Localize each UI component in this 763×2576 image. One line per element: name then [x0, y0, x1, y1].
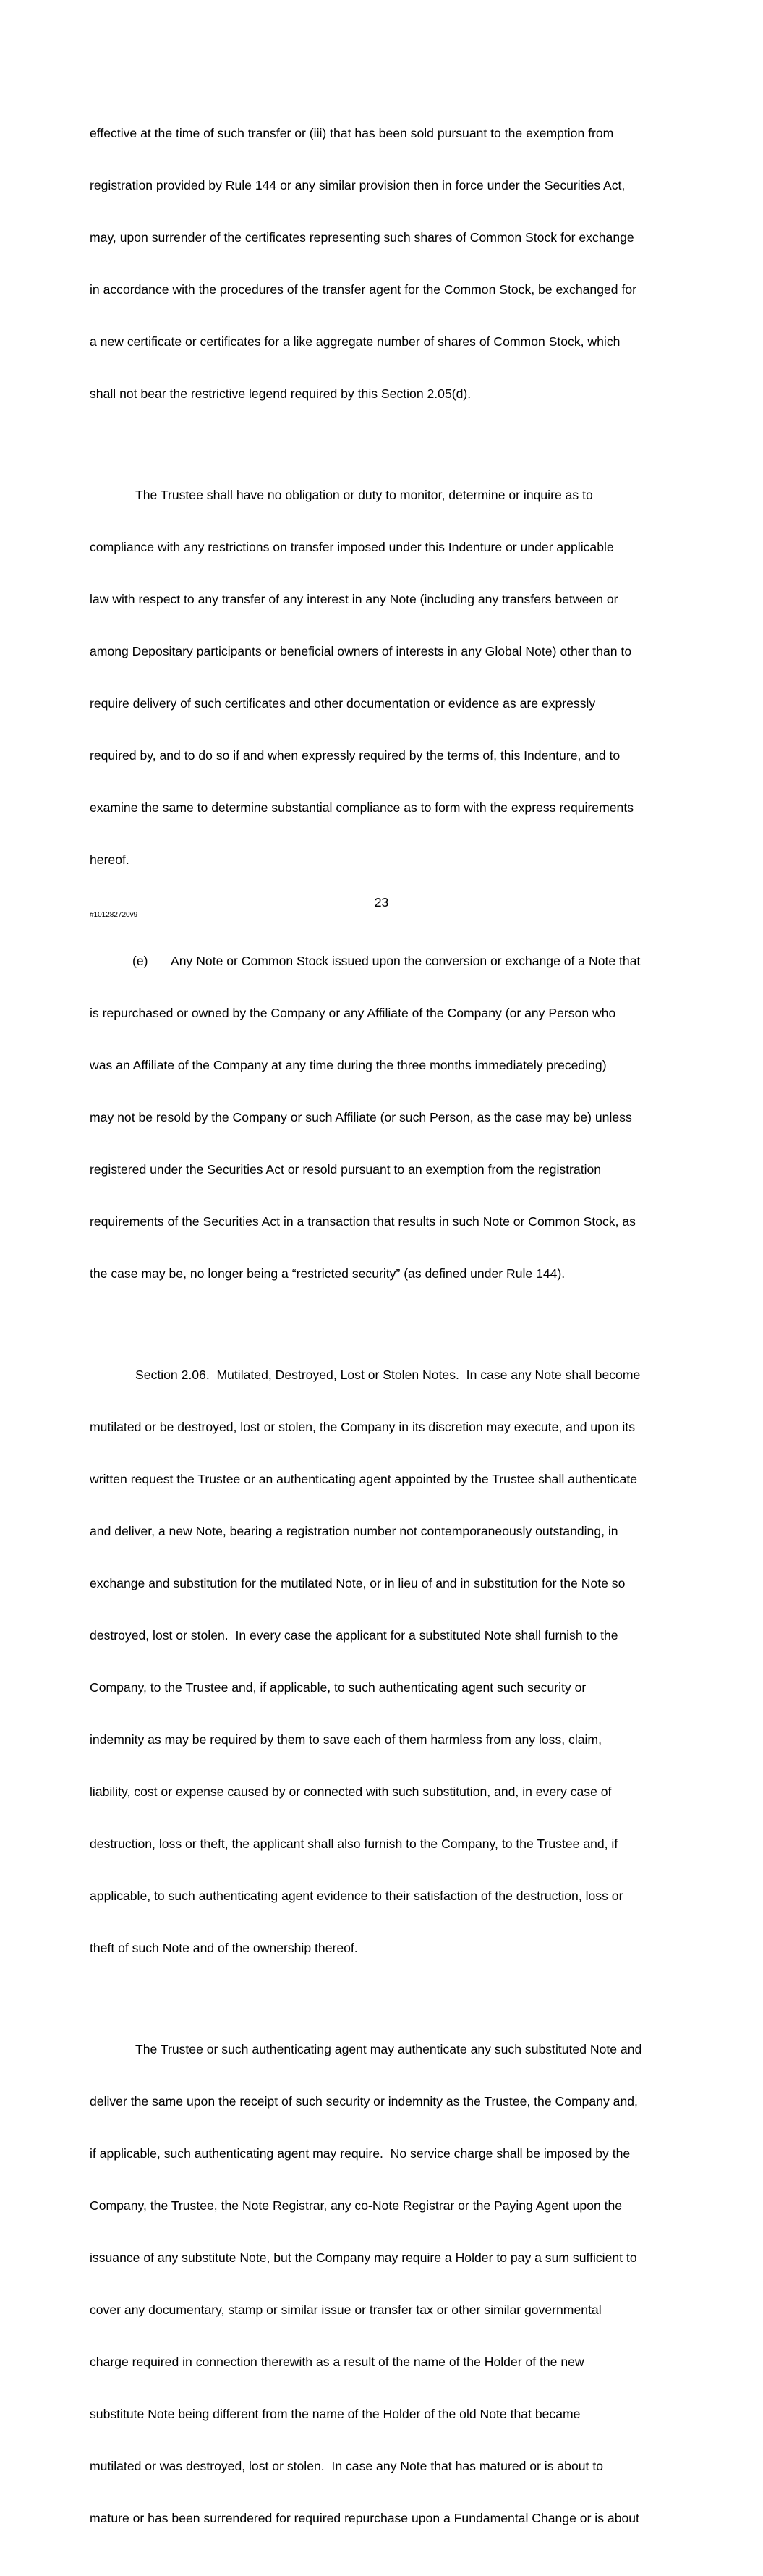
text-line: among Depositary participants or beneficial owners of interests in any Global Note) other than to: [90, 644, 632, 658]
text-line: registered under the Securities Act or resold pursuant to an exemption from the registration: [90, 1162, 602, 1177]
text-line: The Trustee or such authenticating agent may authenticate any such substituted Note and: [135, 2042, 642, 2056]
text-line: in accordance with the procedures of the transfer agent for the Common Stock, be exchanged for: [90, 282, 636, 297]
text-line: theft of such Note and of the ownership thereof.: [90, 1941, 358, 1955]
text-line: charge required in connection therewith as a result of the name of the Holder of the new: [90, 2355, 584, 2369]
text-line: issuance of any substitute Note, but the Company may require a Holder to pay a sum sufficient to: [90, 2250, 637, 2265]
text-line: liability, cost or expense caused by or connected with such substitution, and, in every case of: [90, 1784, 612, 1799]
paragraph-continuation: [90, 90, 675, 437]
text-line: deliver the same upon the receipt of such security or indemnity as the Trustee, the Company and,: [90, 2094, 638, 2109]
document-id: #101282720v9: [90, 911, 138, 919]
text-line: The Trustee shall have no obligation or duty to monitor, determine or inquire as to: [135, 488, 593, 502]
text-line: destroyed, lost or stolen. In every case the applicant for a substituted Note shall furnish to the: [90, 1628, 618, 1643]
text-line: if applicable, such authenticating agent may require. No service charge shall be imposed by the: [90, 2146, 631, 2161]
text-line: effective at the time of such transfer or (iii) that has been sold pursuant to the exemption from: [90, 126, 614, 140]
text-line: substitute Note being different from the name of the Holder of the old Note that became: [90, 2407, 581, 2421]
text-line: mutilated or was destroyed, lost or stolen. In case any Note that has matured or is about to: [90, 2459, 603, 2473]
text-line: destruction, loss or theft, the applicant shall also furnish to the Company, to the Trustee and, if: [90, 1836, 618, 1851]
text-line: requirements of the Securities Act in a transaction that results in such Note or Common Stock, as: [90, 1214, 636, 1229]
paragraph-substituted-note: [90, 2006, 675, 2562]
text-line: law with respect to any transfer of any interest in any Note (including any transfers between or: [90, 592, 618, 606]
text-line: cover any documentary, stamp or similar issue or transfer tax or other similar governmental: [90, 2302, 602, 2317]
text-line: require delivery of such certificates and other documentation or evidence as are expressly: [90, 696, 596, 711]
text-line: may, upon surrender of the certificates representing such shares of Common Stock for exchange: [90, 230, 634, 245]
text-line: written request the Trustee or an authenticating agent appointed by the Trustee shall authenticate: [90, 1472, 638, 1486]
text-line: a new certificate or certificates for a like aggregate number of shares of Common Stock, which: [90, 334, 621, 349]
text-line: hereof.: [90, 852, 129, 867]
text-line: required by, and to do so if and when expressly required by the terms of, this Indenture, and to: [90, 748, 621, 763]
text-line: was an Affiliate of the Company at any time during the three months immediately preceding): [90, 1058, 607, 1072]
paragraph-section-2-06: [90, 1331, 675, 1991]
text-line: applicable, to such authenticating agent evidence to their satisfaction of the destruction, loss or: [90, 1889, 623, 1903]
text-line: mature or has been surrendered for required repurchase upon a Fundamental Change or is about: [90, 2511, 639, 2525]
text-line: examine the same to determine substantial compliance as to form with the express requirements: [90, 800, 634, 815]
text-line: is repurchased or owned by the Company or any Affiliate of the Company (or any Person who: [90, 1006, 616, 1020]
text-line: shall not bear the restrictive legend required by this Section 2.05(d).: [90, 386, 472, 401]
text-line: exchange and substitution for the mutilated Note, or in lieu of and in substitution for the Note so: [90, 1576, 626, 1590]
text-line: [90, 952, 675, 970]
text-line: registration provided by Rule 144 or any similar provision then in force under the Securities Act,: [90, 178, 626, 192]
subsection-label: (e): [132, 954, 148, 968]
text-line: may not be resold by the Company or such Affiliate (or such Person, as the case may be) unless: [90, 1110, 632, 1124]
paragraph-subsection-e: [90, 918, 675, 1317]
text-line-content: Any Note or Common Stock issued upon the conversion or exchange of a Note that: [171, 954, 641, 968]
text-line: the case may be, no longer being a “restricted security” (as defined under Rule 144).: [90, 1266, 566, 1281]
paragraph-trustee-obligation: [90, 452, 675, 903]
text-line: Company, the Trustee, the Note Registrar, any co-Note Registrar or the Paying Agent upon the: [90, 2198, 623, 2213]
text-line: and deliver, a new Note, bearing a registration number not contemporaneously outstanding, in: [90, 1524, 618, 1538]
text-line: mutilated or be destroyed, lost or stolen, the Company in its discretion may execute, and upon its: [90, 1420, 635, 1434]
text-line: indemnity as may be required by them to save each of them harmless from any loss, claim,: [90, 1732, 602, 1747]
document-body: [90, 90, 675, 2576]
text-line: Section 2.06. Mutilated, Destroyed, Lost or Stolen Notes. In case any Note shall become: [135, 1368, 641, 1382]
text-line: Company, to the Trustee and, if applicable, to such authenticating agent such security or: [90, 1680, 587, 1695]
text-line: compliance with any restrictions on transfer imposed under this Indenture or under applicable: [90, 540, 614, 554]
page-number: 23: [374, 895, 389, 910]
